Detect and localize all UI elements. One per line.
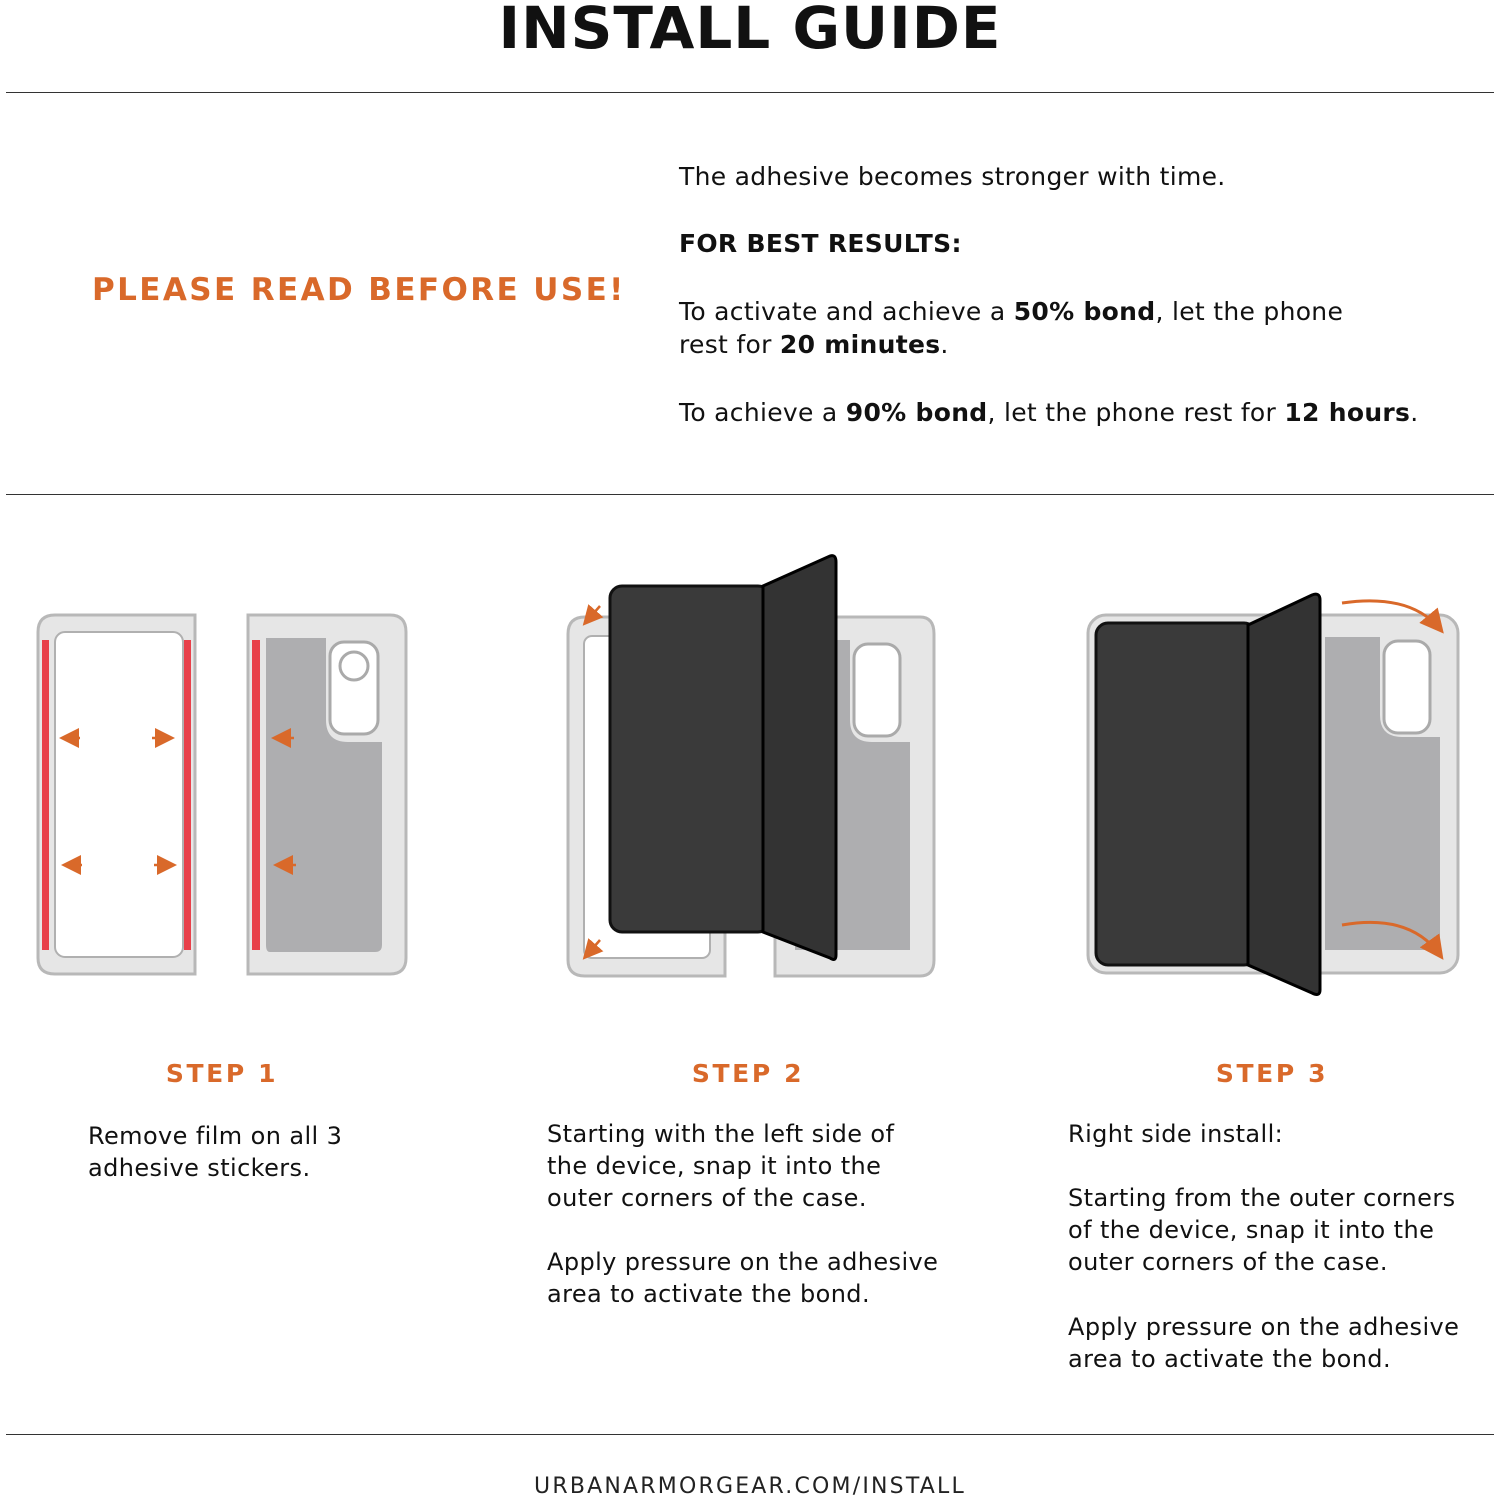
info-line-50: To activate and achieve a 50% bond, let the phone rest for 20 minutes. (679, 297, 1344, 359)
divider-bottom (6, 1434, 1494, 1435)
step2-heading: STEP 2 (691, 1059, 805, 1088)
divider-top (6, 92, 1494, 93)
device-right-panel (763, 556, 836, 960)
adhesive-strip-right (184, 640, 191, 950)
step3-heading: STEP 3 (1215, 1059, 1329, 1088)
info-intro: The adhesive becomes stronger with time. (679, 162, 1226, 191)
step1-heading: STEP 1 (165, 1059, 279, 1088)
device-left-panel (1096, 623, 1256, 965)
info-line-90: To achieve a 90% bond, let the phone rest for 12 hours. (679, 398, 1419, 427)
device-right-panel (1248, 594, 1320, 994)
divider-middle (6, 494, 1494, 495)
step2-text-1: Starting with the left side of the device, snap it into the outer corners of the case. (547, 1120, 895, 1212)
step3-illustration (1080, 585, 1470, 1005)
step3-text-2: Starting from the outer corners of the device, snap it into the outer corners of the case. (1068, 1184, 1456, 1276)
step3-text-1: Right side install: (1068, 1120, 1284, 1148)
footer-url[interactable]: URBANARMORGEAR.COM/INSTALL (534, 1474, 966, 1499)
camera-cutout (1384, 641, 1430, 733)
step2-illustration (560, 550, 940, 980)
step3-text-3: Apply pressure on the adhesive area to activate the bond. (1068, 1313, 1460, 1373)
page-title: INSTALL GUIDE (498, 0, 1002, 62)
adhesive-strip-left (42, 640, 49, 950)
step1-illustration (30, 600, 415, 985)
info-best-results: FOR BEST RESULTS: (679, 229, 962, 258)
device-left-panel (610, 586, 770, 932)
camera-cutout (854, 644, 900, 736)
warning-heading: PLEASE READ BEFORE USE! (92, 272, 626, 308)
step1-text: Remove film on all 3 adhesive stickers. (88, 1122, 343, 1182)
step2-text-2: Apply pressure on the adhesive area to activate the bond. (547, 1248, 939, 1308)
adhesive-strip-hinge (252, 640, 260, 950)
left-case-interior (55, 632, 183, 957)
